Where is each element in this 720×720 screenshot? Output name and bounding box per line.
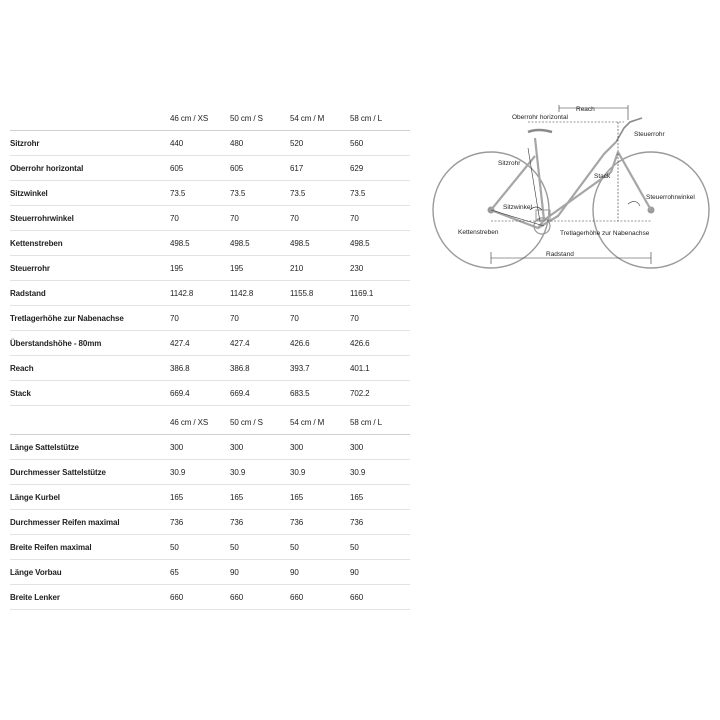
row-label: Länge Sattelstütze — [10, 435, 170, 460]
value-cell: 427.4 — [170, 331, 230, 356]
label-oberrohr: Oberrohr horizontal — [512, 114, 568, 121]
table-row — [10, 231, 410, 256]
size-header: 46 cm / XS — [170, 106, 230, 131]
value-cell: 669.4 — [170, 381, 230, 406]
value-cell: 70 — [230, 206, 290, 231]
value-cell: 65 — [170, 560, 230, 585]
value-cell: 73.5 — [350, 181, 410, 206]
value-cell: 73.5 — [290, 181, 350, 206]
value-cell: 50 — [170, 535, 230, 560]
value-cell: 70 — [170, 206, 230, 231]
value-cell: 480 — [230, 131, 290, 156]
value-cell: 629 — [350, 156, 410, 181]
value-cell: 736 — [350, 510, 410, 535]
row-label: Länge Vorbau — [10, 560, 170, 585]
value-cell: 736 — [230, 510, 290, 535]
value-cell: 73.5 — [170, 181, 230, 206]
bike-geometry-diagram — [428, 98, 714, 274]
row-label: Breite Reifen maximal — [10, 535, 170, 560]
size-header: 50 cm / S — [230, 410, 290, 435]
value-cell: 1142.8 — [170, 281, 230, 306]
size-header: 58 cm / L — [350, 106, 410, 131]
value-cell: 386.8 — [230, 356, 290, 381]
value-cell: 386.8 — [170, 356, 230, 381]
value-cell: 195 — [170, 256, 230, 281]
value-cell: 702.2 — [350, 381, 410, 406]
value-cell: 300 — [170, 435, 230, 460]
value-cell: 736 — [290, 510, 350, 535]
value-cell: 498.5 — [290, 231, 350, 256]
table-row — [10, 331, 410, 356]
diagram-labels — [458, 106, 695, 258]
table-row — [10, 206, 410, 231]
row-label: Radstand — [10, 281, 170, 306]
value-cell: 401.1 — [350, 356, 410, 381]
row-label: Tretlagerhöhe zur Nabenachse — [10, 306, 170, 331]
label-radstand: Radstand — [546, 251, 574, 258]
value-cell: 498.5 — [230, 231, 290, 256]
table-row — [10, 256, 410, 281]
value-cell: 70 — [290, 306, 350, 331]
value-cell: 165 — [230, 485, 290, 510]
value-cell: 426.6 — [350, 331, 410, 356]
table-row — [10, 356, 410, 381]
table-row — [10, 460, 410, 485]
value-cell: 1155.8 — [290, 281, 350, 306]
value-cell: 70 — [290, 206, 350, 231]
size-header: 46 cm / XS — [170, 410, 230, 435]
value-cell: 736 — [170, 510, 230, 535]
row-label: Überstandshöhe - 80mm — [10, 331, 170, 356]
header-blank-cell — [10, 106, 170, 131]
value-cell: 427.4 — [230, 331, 290, 356]
value-cell: 300 — [230, 435, 290, 460]
header-blank-cell — [10, 410, 170, 435]
value-cell: 30.9 — [170, 460, 230, 485]
value-cell: 70 — [350, 306, 410, 331]
value-cell: 669.4 — [230, 381, 290, 406]
value-cell: 30.9 — [290, 460, 350, 485]
row-label: Durchmesser Reifen maximal — [10, 510, 170, 535]
value-cell: 660 — [170, 585, 230, 610]
value-cell: 440 — [170, 131, 230, 156]
value-cell: 300 — [290, 435, 350, 460]
table-row — [10, 381, 410, 406]
value-cell: 660 — [230, 585, 290, 610]
value-cell: 660 — [290, 585, 350, 610]
value-cell: 70 — [170, 306, 230, 331]
value-cell: 426.6 — [290, 331, 350, 356]
row-label: Sitzrohr — [10, 131, 170, 156]
row-label: Länge Kurbel — [10, 485, 170, 510]
size-header: 54 cm / M — [290, 410, 350, 435]
value-cell: 617 — [290, 156, 350, 181]
row-label: Reach — [10, 356, 170, 381]
value-cell: 30.9 — [350, 460, 410, 485]
row-label: Steuerrohr — [10, 256, 170, 281]
value-cell: 70 — [230, 306, 290, 331]
row-label: Oberrohr horizontal — [10, 156, 170, 181]
size-header: 58 cm / L — [350, 410, 410, 435]
table-row — [10, 585, 410, 610]
value-cell: 230 — [350, 256, 410, 281]
value-cell: 195 — [230, 256, 290, 281]
label-tretlager: Tretlagerhöhe zur Nabenachse — [560, 230, 650, 237]
table-row — [10, 510, 410, 535]
value-cell: 520 — [290, 131, 350, 156]
table-header-row — [10, 106, 410, 131]
value-cell: 498.5 — [350, 231, 410, 256]
label-stack: Stack — [594, 173, 611, 180]
value-cell: 90 — [230, 560, 290, 585]
label-sitzrohr: Sitzrohr — [498, 160, 521, 167]
value-cell: 560 — [350, 131, 410, 156]
value-cell: 393.7 — [290, 356, 350, 381]
components-table — [10, 410, 410, 610]
row-label: Stack — [10, 381, 170, 406]
geometry-table — [10, 106, 410, 406]
table-row — [10, 435, 410, 460]
table-row — [10, 306, 410, 331]
label-steuerrohrwinkel: Steuerrohrwinkel — [646, 194, 695, 201]
value-cell: 30.9 — [230, 460, 290, 485]
table-row — [10, 281, 410, 306]
value-cell: 165 — [350, 485, 410, 510]
row-label: Sitzwinkel — [10, 181, 170, 206]
value-cell: 70 — [350, 206, 410, 231]
label-steuerrohr: Steuerrohr — [634, 131, 665, 138]
value-cell: 605 — [170, 156, 230, 181]
value-cell: 660 — [350, 585, 410, 610]
value-cell: 90 — [290, 560, 350, 585]
label-reach: Reach — [576, 106, 595, 113]
value-cell: 1169.1 — [350, 281, 410, 306]
value-cell: 165 — [290, 485, 350, 510]
value-cell: 1142.8 — [230, 281, 290, 306]
row-label: Durchmesser Sattelstütze — [10, 460, 170, 485]
value-cell: 210 — [290, 256, 350, 281]
table-row — [10, 131, 410, 156]
value-cell: 498.5 — [170, 231, 230, 256]
row-label: Breite Lenker — [10, 585, 170, 610]
value-cell: 50 — [290, 535, 350, 560]
table-row — [10, 181, 410, 206]
value-cell: 300 — [350, 435, 410, 460]
value-cell: 50 — [350, 535, 410, 560]
value-cell: 90 — [350, 560, 410, 585]
size-header: 50 cm / S — [230, 106, 290, 131]
row-label: Kettenstreben — [10, 231, 170, 256]
value-cell: 605 — [230, 156, 290, 181]
value-cell: 683.5 — [290, 381, 350, 406]
value-cell: 165 — [170, 485, 230, 510]
label-kettenstreben: Kettenstreben — [458, 229, 499, 236]
table-row — [10, 156, 410, 181]
label-sitzwinkel: Sitzwinkel — [503, 204, 532, 211]
table-row — [10, 560, 410, 585]
value-cell: 73.5 — [230, 181, 290, 206]
size-header: 54 cm / M — [290, 106, 350, 131]
bike-frame — [491, 138, 651, 228]
table-header-row — [10, 410, 410, 435]
row-label: Steuerrohrwinkel — [10, 206, 170, 231]
value-cell: 50 — [230, 535, 290, 560]
table-row — [10, 485, 410, 510]
table-row — [10, 535, 410, 560]
